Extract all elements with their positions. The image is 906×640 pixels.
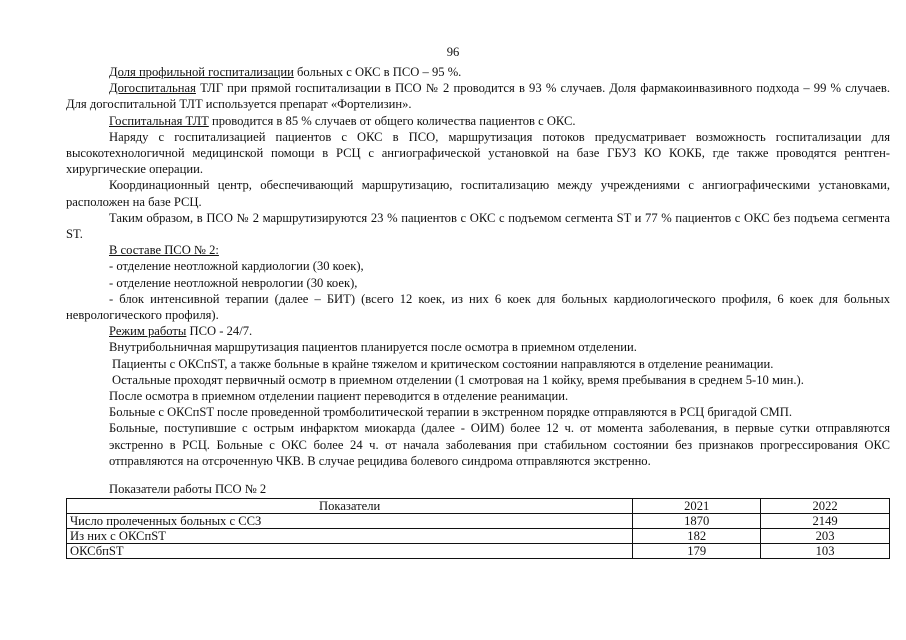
table-row bbox=[67, 529, 890, 544]
table-cell: 2149 bbox=[761, 514, 890, 529]
paragraph-coordination-center: Координационный центр, обеспечивающий маршрутизацию, госпитализацию между учреждениями с ангиографическими установками, расположен на базе РСЦ. bbox=[66, 178, 890, 209]
composition-title bbox=[66, 242, 890, 258]
paragraph-text: ТЛГ при прямой госпитализации в ПСО № 2 проводится в 93 % случаев. Доля фармакоинвазивного подхода – 99 % случаев. Для догоспитальной ТЛТ используется препарат «Фортелизин». bbox=[66, 81, 890, 112]
paragraph-work-mode bbox=[66, 323, 890, 339]
paragraph-text: больных с ОКС в ПСО – 95 %. bbox=[293, 65, 462, 79]
list-item: - отделение неотложной неврологии (30 коек), bbox=[109, 275, 358, 290]
table-cell: Число пролеченных больных с ССЗ bbox=[67, 514, 633, 529]
table-cell: 179 bbox=[633, 544, 761, 559]
underlined-term: Доля профильной госпитализации bbox=[109, 65, 294, 79]
paragraph-text: ПСО - 24/7. bbox=[186, 324, 253, 339]
table-cell: 1870 bbox=[633, 514, 761, 529]
paragraph-oim: Больные, поступившие с острым инфарктом миокарда (далее - ОИМ) более 12 ч. от момента заболевания, в первые сутки отправляются экстренно в РСЦ. Больные с ОКС более 24 ч. от начала заболевания при стабильном состоянии без признаков прогрессирования ОКС отправляются на отсроченную ЧКВ. В случае рецидива болевого синдрома отправляются экстренно. bbox=[109, 421, 890, 468]
table-cell: 203 bbox=[761, 529, 890, 544]
paragraph-thrombolysis: Больные с ОКСпST после проведенной тромболитической терапии в экстренном порядке отправляются в РСЦ бригадой СМП. bbox=[109, 405, 792, 420]
table-header-row bbox=[67, 499, 890, 514]
underlined-term: Режим работы bbox=[109, 324, 187, 339]
paragraph-summary-routing: Таким образом, в ПСО № 2 маршрутизируются 23 % пациентов с ОКС с подъемом сегмента ST и 77 % пациентов с ОКС без подъема сегмента ST. bbox=[66, 210, 890, 242]
paragraph-intrahospital-routing: Внутрибольничная маршрутизация пациентов планируется после осмотра в приемном отделении. bbox=[109, 340, 637, 355]
table-header-cell: Показатели bbox=[67, 499, 633, 514]
table-caption: Показатели работы ПСО № 2 bbox=[109, 482, 267, 497]
list-item: - отделение неотложной кардиологии (30 коек), bbox=[109, 259, 364, 274]
paragraph-okspst-patients: Пациенты с ОКСпST, а также больные в крайне тяжелом и критическом состоянии направляются в отделение реанимации. bbox=[112, 356, 774, 371]
paragraph-other-patients: Остальные проходят первичный осмотр в приемном отделении (1 смотровая на 1 койку, время пребывания в среднем 5-10 мин.). bbox=[112, 372, 804, 387]
table-row bbox=[67, 514, 890, 529]
document-body bbox=[66, 64, 890, 559]
underlined-term: Догоспитальная bbox=[109, 81, 196, 96]
table-row bbox=[67, 544, 890, 559]
underlined-term: В составе ПСО № 2: bbox=[109, 243, 219, 258]
paragraph-after-exam: После осмотра в приемном отделении пациент переводится в отделение реанимации. bbox=[109, 389, 569, 404]
table-header-cell: 2021 bbox=[633, 499, 761, 514]
list-item: - блок интенсивной терапии (далее – БИТ) (всего 12 коек, из них 6 коек для больных кардиологического профиля, 6 коек для больных неврологического профиля). bbox=[66, 291, 890, 323]
underlined-term: Госпитальная ТЛТ bbox=[109, 113, 209, 128]
paragraph-profile-hospitalization bbox=[66, 64, 890, 80]
page-number: 96 bbox=[446, 45, 460, 59]
paragraph-text: проводится в 85 % случаев от общего количества пациентов с ОКС. bbox=[208, 113, 576, 128]
paragraph-routing: Наряду с госпитализацией пациентов с ОКС в ПСО, маршрутизация потоков предусматривает возможность госпитализации для высокотехнологичной медицинской помощи в РСЦ с ангиографической установкой на базе ГБУЗ КО КОКБ, где также проводятся рентген-хирургические операции. bbox=[66, 129, 890, 177]
table-cell: 182 bbox=[633, 529, 761, 544]
indicators-table bbox=[66, 498, 890, 559]
table-cell: Из них с ОКСпST bbox=[67, 529, 633, 544]
table-header-cell: 2022 bbox=[761, 499, 890, 514]
paragraph-hospital-tlt bbox=[66, 113, 890, 129]
table-cell: 103 bbox=[761, 544, 890, 559]
paragraph-prehospital-tlt bbox=[66, 80, 890, 112]
table-cell: ОКСбпST bbox=[67, 544, 633, 559]
